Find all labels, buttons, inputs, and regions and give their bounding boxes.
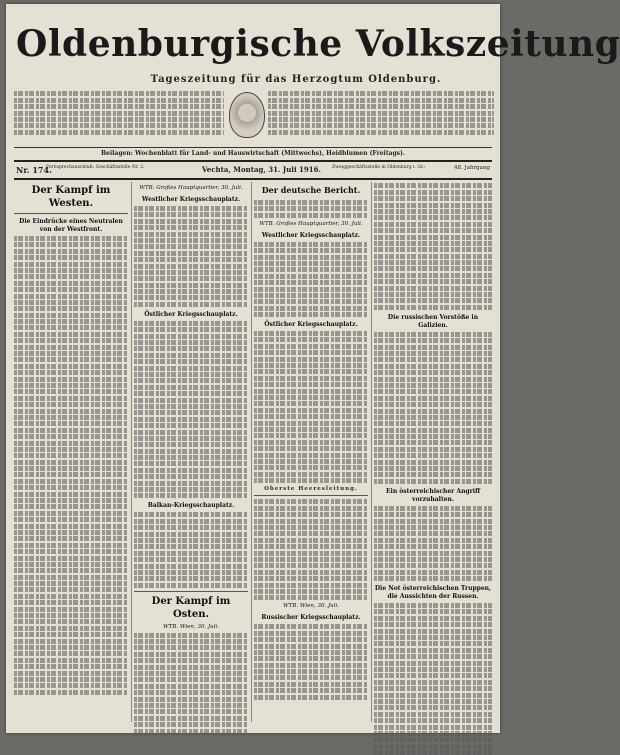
section-heading: Ein österreichischer Angriff vorzuhalten. (385, 487, 481, 503)
body-text (14, 236, 128, 695)
newspaper-page (6, 4, 620, 733)
section-heading: Östlicher Kriegsschauplatz. (264, 321, 358, 329)
article-title: Der Kampf im Osten. (151, 595, 231, 620)
issue-info-bar (14, 160, 492, 180)
advertising-info (268, 90, 494, 146)
masthead-subtitle: Tageszeitung für das Herzogtum Oldenburg. (150, 74, 442, 85)
dispatch-heading: WTB. Großes Hauptquartier, 30. Juli. (259, 220, 363, 227)
column-3 (254, 182, 368, 722)
issue-date: Vechta, Montag, 31. Juli 1916. (202, 165, 321, 174)
volume-year: 48. Jahrgang (454, 165, 491, 171)
column-rule (371, 182, 372, 722)
section-heading: Russischer Kriegsschauplatz. (261, 614, 361, 622)
dispatch-heading: WTB. Wien, 30. Juli. (163, 623, 219, 630)
section-heading: Westlicher Kriegsschauplatz. (261, 231, 361, 239)
article-title: Der Kampf im Westen. (31, 185, 111, 209)
article-title: Der deutsche Bericht. (261, 185, 361, 195)
phone-info: Fernsprechanschluß: Geschäftsstelle Nr. 2. (46, 165, 145, 170)
signature-line: Oberste Heeresleitung. (264, 486, 358, 493)
column-rule (251, 182, 252, 722)
subscription-info (14, 90, 224, 146)
section-heading: Balkan-Kriegsschauplatz. (147, 502, 235, 510)
dispatch-heading: WTB. Großes Hauptquartier, 30. Juli. (139, 185, 243, 191)
supplements-line: Beilagen: Wochenblatt für Land- und Hauswirtschaft (Mittwochs), Heidblumen (Freitags). (14, 147, 492, 162)
section-heading: Östlicher Kriegsschauplatz. (144, 310, 238, 318)
article-subtitle: Die Eindrücke eines Neutralen von der Westfront. (19, 218, 123, 233)
branch-info: Zweiggeschäftsstelle in Oldenburg i. Gr.: (332, 165, 426, 170)
masthead-title: Oldenburgische Volkszeitung (16, 23, 620, 65)
column-rule (131, 182, 132, 722)
column-2 (134, 182, 248, 722)
column-1 (14, 182, 128, 722)
dispatch-heading: WTB. Wien, 30. Juli. (283, 603, 339, 610)
section-heading: Die Not österreichischen Truppen, die Aussichten der Russen. (374, 585, 492, 601)
section-heading: Die russischen Vorstöße in Galizien. (387, 313, 479, 329)
issue-number: Nr. 174. (16, 165, 52, 175)
coat-of-arms-seal (229, 92, 265, 138)
column-4 (374, 182, 492, 722)
section-heading: Westlicher Kriegsschauplatz. (141, 196, 241, 203)
